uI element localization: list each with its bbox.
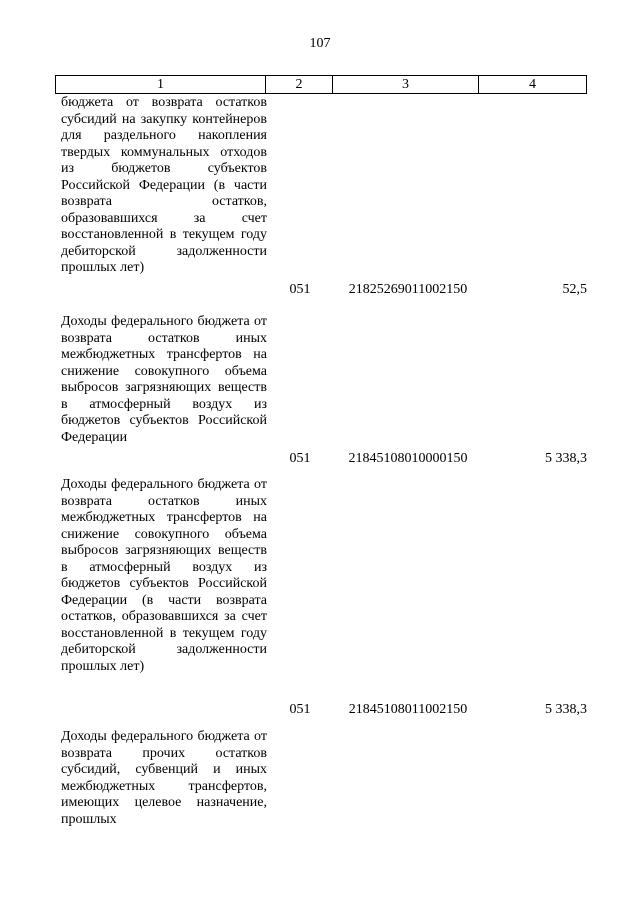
row-description: Доходы федерального бюджета от возврата остатков иных межбюджетных трансфертов на снижение совокупного объема выбросов загрязняющих веществ в атмосферный воздух из бюджетов субъектов Российской Федерации (в части возврата остатков, образовавшихся за счет восстановленной в текущем году дебиторской задолженности прошлых лет) — [61, 477, 267, 674]
row-kbk-code: 21845108010000150 — [348, 451, 468, 466]
header-col-3: 3 — [333, 76, 479, 93]
table-row — [55, 477, 587, 722]
page-number: 107 — [309, 36, 331, 51]
row-description: Доходы федерального бюджета от возврата остатков иных межбюджетных трансфертов на снижение совокупного объема выбросов загрязняющих веществ в атмосферный воздух из бюджетов субъектов Российской Федерации — [61, 314, 267, 445]
row-kbk-code: 21845108011002150 — [348, 702, 468, 717]
row-amount: 5 338,3 — [545, 702, 587, 717]
row-admin-code: 051 — [289, 451, 311, 466]
row-kbk-code: 21825269011002150 — [348, 282, 468, 297]
header-col-2: 2 — [266, 76, 333, 93]
table-row — [55, 314, 587, 469]
table-header-row — [55, 75, 587, 94]
row-amount: 52,5 — [562, 282, 587, 297]
row-amount: 5 338,3 — [545, 451, 587, 466]
row-admin-code: 051 — [289, 702, 311, 717]
table-row — [55, 95, 587, 305]
table-row — [55, 729, 587, 839]
header-col-1: 1 — [56, 76, 266, 93]
row-description: Доходы федерального бюджета от возврата прочих остатков субсидий, субвенций и иных межбюджетных трансфертов, имеющих целевое назначение, прошлых — [61, 729, 267, 827]
header-col-4: 4 — [529, 77, 536, 92]
row-admin-code: 051 — [289, 282, 311, 297]
row-description: бюджета от возврата остатков субсидий на закупку контейнеров для раздельного накопления твердых коммунальных отходов из бюджетов субъектов Российской Федерации (в части возврата остатков, образовавшихся за счет восстановленной в текущем году дебиторской задолженности прошлых лет) — [61, 95, 267, 275]
